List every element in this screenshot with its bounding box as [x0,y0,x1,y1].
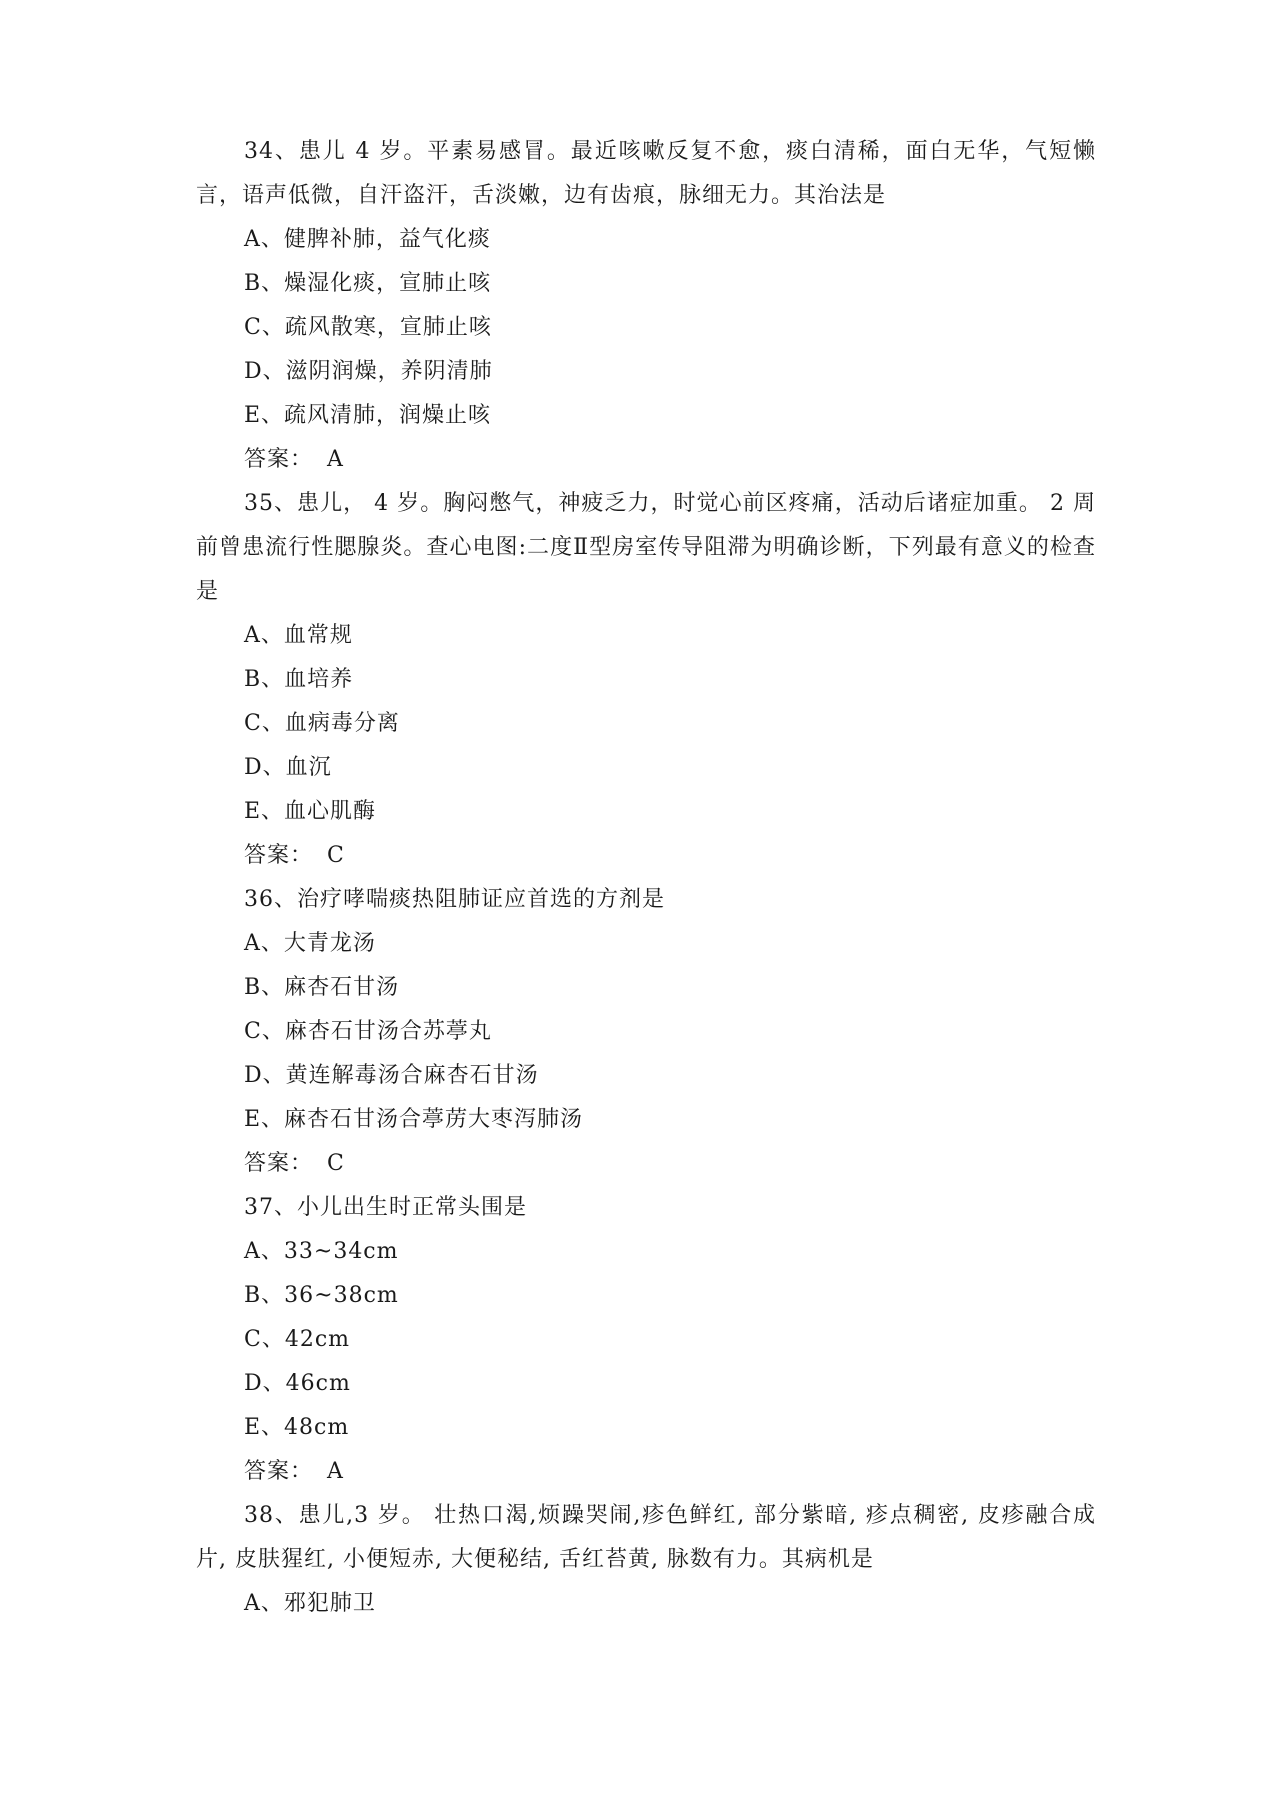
question-stem: 34、患儿 4 岁。平素易感冒。最近咳嗽反复不愈，痰白清稀，面白无华，气短懒言，语声低微，自汗盗汗，舌淡嫩，边有齿痕，脉细无力。其治法是 [196,139,1096,208]
document-page [196,130,1096,1626]
answer-line [196,1142,1096,1186]
answer-line [196,1450,1096,1494]
answer-value: C [327,843,345,868]
option-c: C、42cm [244,1327,351,1352]
option-e: E、疏风清肺，润燥止咳 [244,403,492,428]
question-35 [196,482,1096,878]
answer-value: A [327,1459,344,1484]
option-b: B、血培养 [244,667,354,692]
option-c: C、麻杏石甘汤合苏葶丸 [244,1019,492,1044]
question-36 [196,878,1096,1186]
question-stem: 36、治疗哮喘痰热阻肺证应首选的方剂是 [244,887,665,912]
answer-label: 答案： [244,447,314,472]
option-a: A、邪犯肺卫 [244,1591,376,1616]
option-d: D、血沉 [244,755,332,780]
answer-line [196,438,1096,482]
answer-value: A [327,447,344,472]
question-38 [196,1494,1096,1626]
answer-label: 答案： [244,843,314,868]
option-d: D、黄连解毒汤合麻杏石甘汤 [244,1063,539,1088]
option-a: A、33~34cm [244,1239,399,1264]
option-e: E、48cm [244,1415,350,1440]
option-c: C、疏风散寒，宣肺止咳 [244,315,492,340]
option-a: A、大青龙汤 [244,931,376,956]
answer-value: C [327,1151,345,1176]
question-37 [196,1186,1096,1494]
answer-line [196,834,1096,878]
option-b: B、燥湿化痰，宣肺止咳 [244,271,492,296]
answer-label: 答案： [244,1151,314,1176]
option-d: D、滋阴润燥，养阴清肺 [244,359,493,384]
option-d: D、46cm [244,1371,351,1396]
question-stem: 35、患儿， 4 岁。胸闷憋气，神疲乏力，时觉心前区疼痛，活动后诸症加重。 2 周前曾患流行性腮腺炎。查心电图:二度Ⅱ型房室传导阻滞为明确诊断，下列最有意义的检查是 [196,491,1096,604]
option-b: B、麻杏石甘汤 [244,975,400,1000]
option-a: A、血常规 [244,623,353,648]
question-stem: 38、患儿,3 岁。 壮热口渴,烦躁哭闹,疹色鲜红, 部分紫暗, 疹点稠密, 皮疹融合成片, 皮肤猩红, 小便短赤, 大便秘结, 舌红苔黄, 脉数有力。其病机是 [196,1503,1096,1572]
option-a: A、健脾补肺，益气化痰 [244,227,491,252]
question-stem: 37、小儿出生时正常头围是 [244,1195,527,1220]
option-e: E、麻杏石甘汤合葶苈大枣泻肺汤 [244,1107,584,1132]
question-34 [196,130,1096,482]
answer-label: 答案： [244,1459,314,1484]
option-e: E、血心肌酶 [244,799,377,824]
option-c: C、血病毒分离 [244,711,400,736]
option-b: B、36~38cm [244,1283,399,1308]
